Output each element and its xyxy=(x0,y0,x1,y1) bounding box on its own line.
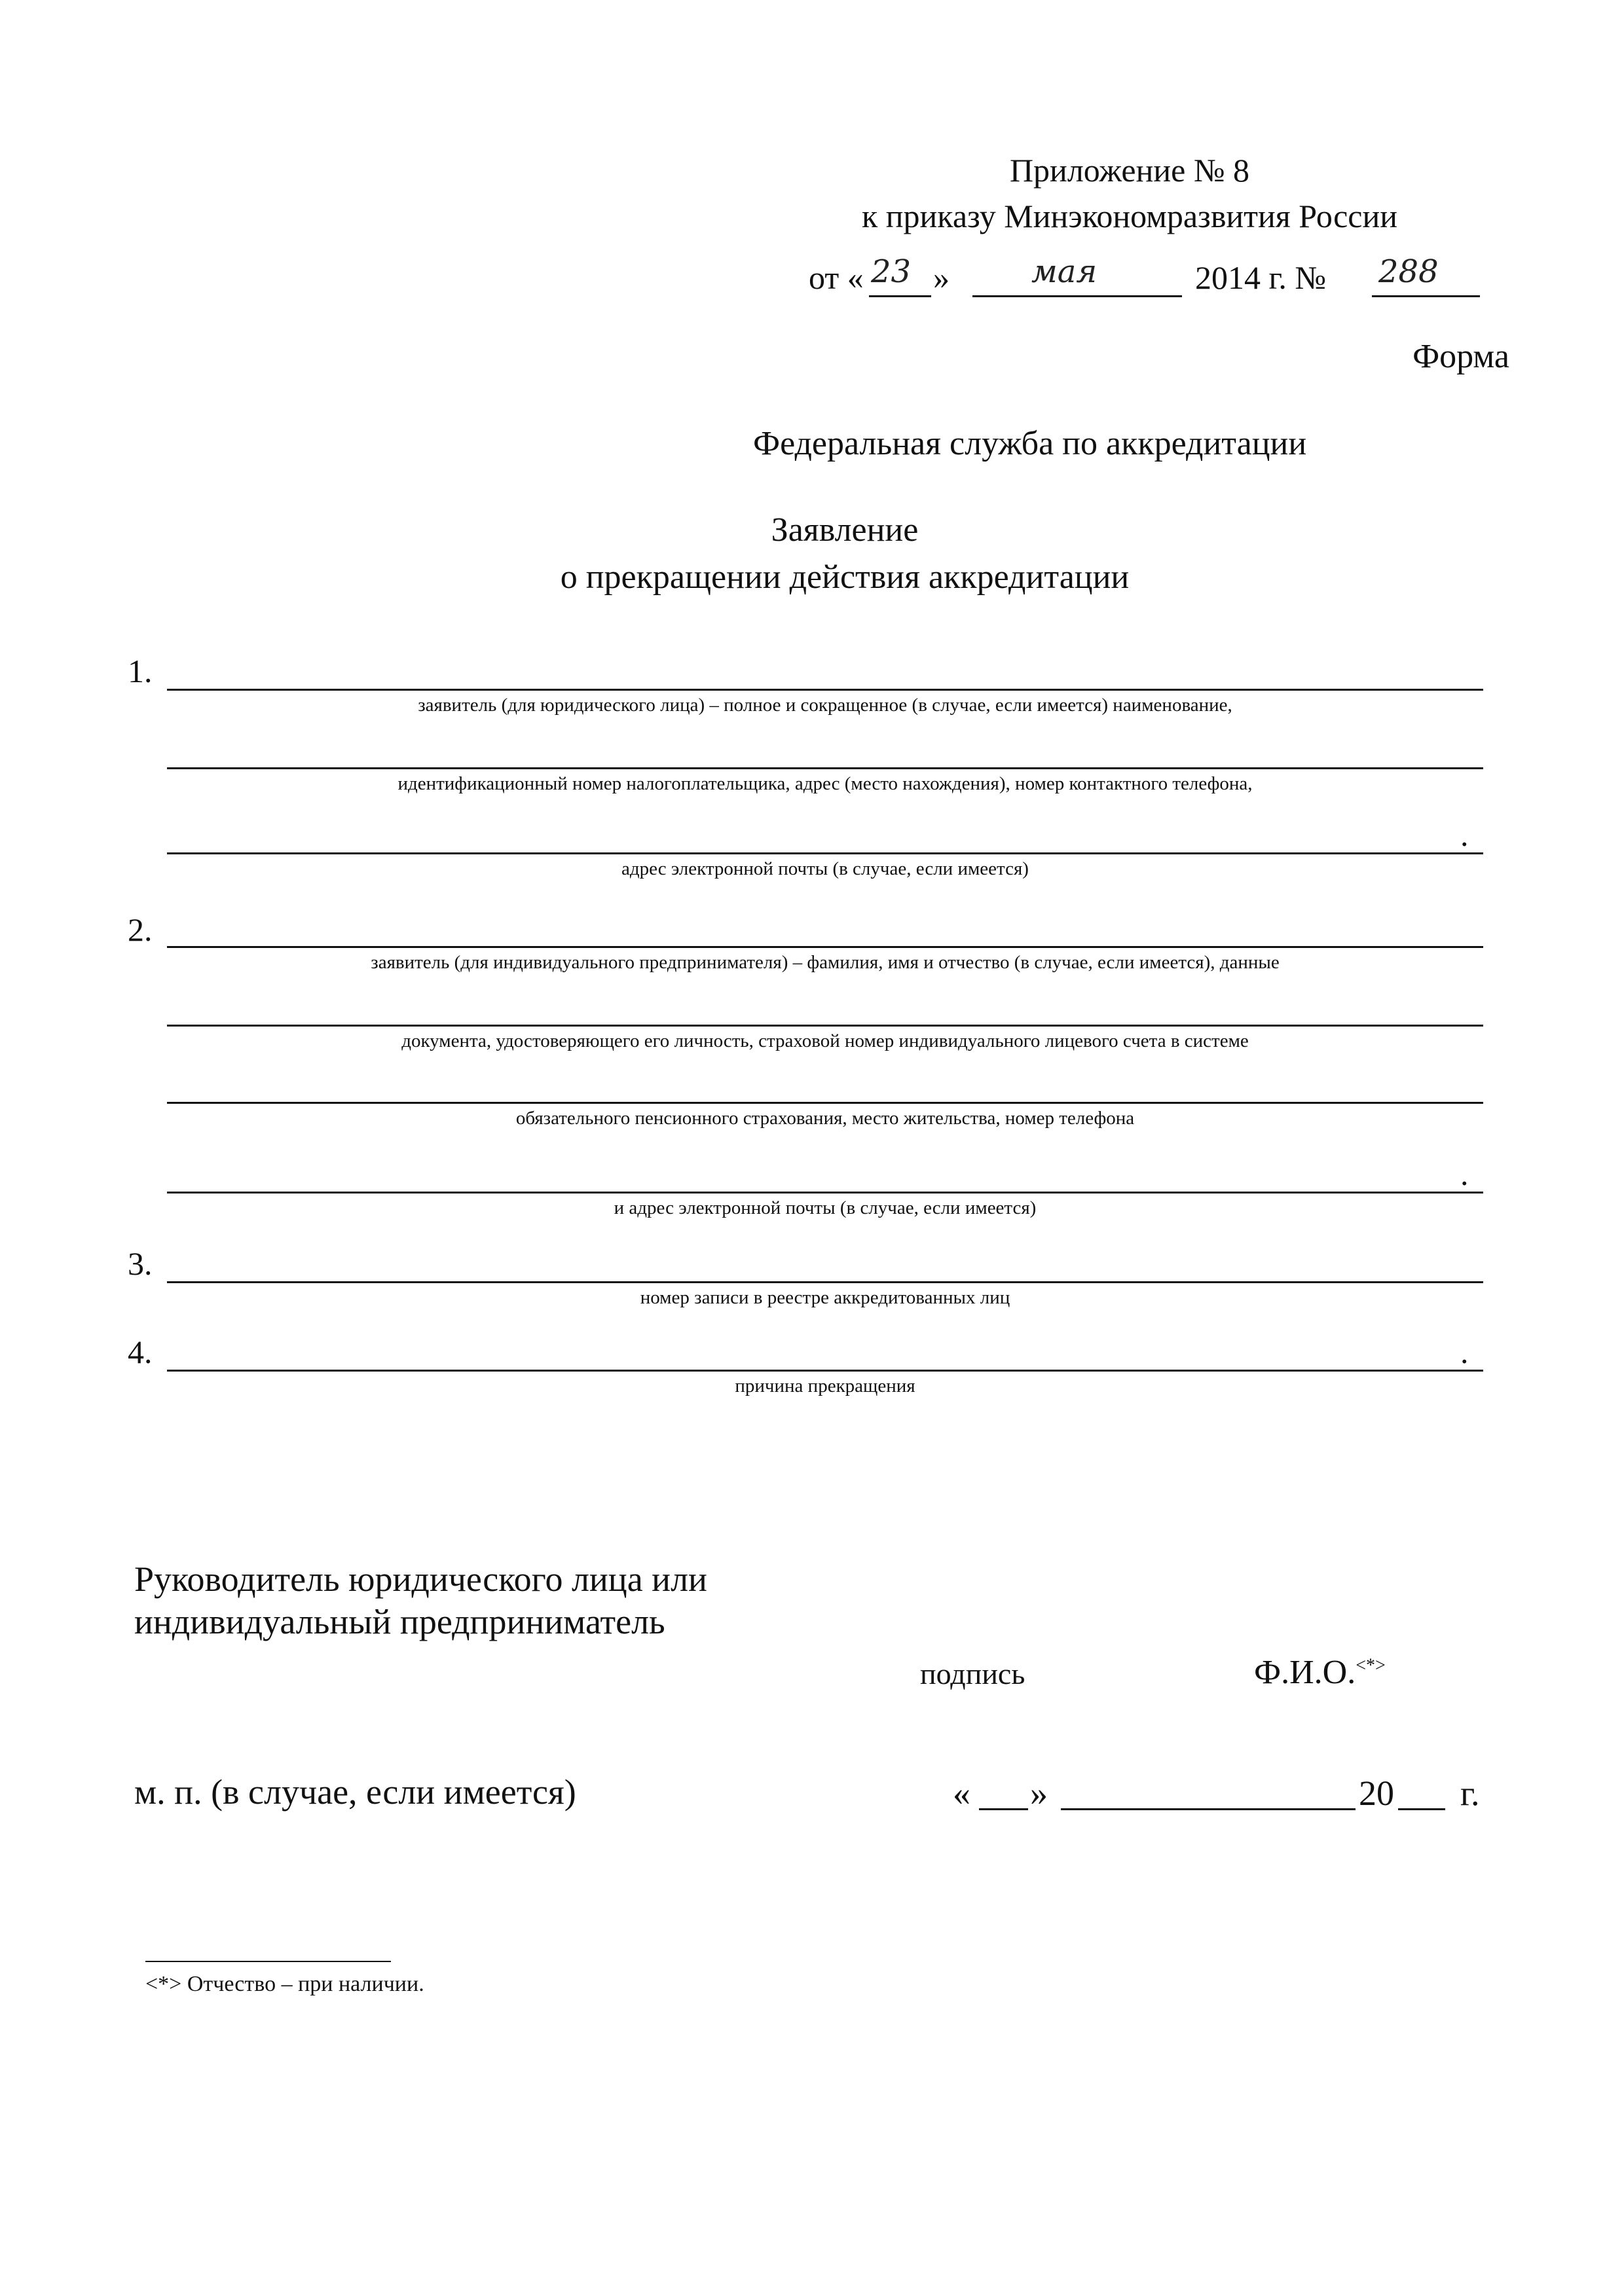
field-caption: документа, удостоверяющего его личность, страховой номер индивидуального лицевого счета в системе xyxy=(401,1030,1249,1051)
input-line[interactable] xyxy=(167,852,1483,854)
signer-title-line1: Руководитель юридического лица или xyxy=(134,1559,707,1599)
input-line[interactable] xyxy=(167,946,1483,948)
input-line[interactable] xyxy=(167,689,1483,691)
order-reference: к приказу Минэкономразвития России xyxy=(862,198,1397,234)
date-day: 23 xyxy=(871,253,912,290)
item-number: 3. xyxy=(128,1245,153,1282)
month-underline xyxy=(972,295,1182,297)
date-close-quote: » xyxy=(1030,1774,1048,1813)
form-label: Форма xyxy=(1412,338,1509,375)
field-caption: причина прекращения xyxy=(735,1376,915,1396)
signing-date xyxy=(953,1773,1490,1819)
field-caption: заявитель (для юридического лица) – полное и сокращенное (в случае, если имеется) наименование, xyxy=(418,695,1232,716)
number-underline xyxy=(1372,295,1480,297)
document-title: Заявление xyxy=(771,511,919,549)
order-date-line xyxy=(809,253,1483,311)
signer-title-line2: индивидуальный предприниматель xyxy=(134,1602,665,1641)
field-caption: номер записи в реестре аккредитованных лиц xyxy=(640,1287,1010,1308)
input-line[interactable] xyxy=(167,1370,1483,1372)
day-underline xyxy=(869,295,931,297)
date-open-quote: « xyxy=(953,1774,970,1813)
field-caption: обязательного пенсионного страхования, место жительства, номер телефона xyxy=(515,1108,1135,1129)
fio-text: Ф.И.О. xyxy=(1254,1654,1356,1691)
line-end-dot: . xyxy=(1460,1156,1469,1192)
footnote-text: <*> Отчество – при наличии. xyxy=(145,1972,424,1996)
input-line[interactable] xyxy=(167,1192,1483,1194)
line-end-dot: . xyxy=(1460,816,1469,853)
document-subtitle: о прекращении действия аккредитации xyxy=(560,558,1130,596)
input-line[interactable] xyxy=(167,767,1483,769)
input-line[interactable] xyxy=(167,1025,1483,1027)
fio-footnote-mark: <*> xyxy=(1356,1655,1386,1676)
order-number: 288 xyxy=(1378,253,1439,290)
year-blank[interactable] xyxy=(1398,1808,1445,1810)
line-end-dot: . xyxy=(1460,1334,1469,1370)
month-blank[interactable] xyxy=(1061,1808,1356,1810)
item-number: 2. xyxy=(128,911,153,948)
signature-label: подпись xyxy=(920,1657,1025,1690)
field-caption: и адрес электронной почты (в случае, если имеется) xyxy=(614,1197,1037,1218)
date-month: мая xyxy=(1031,253,1098,290)
appendix-title: Приложение № 8 xyxy=(1009,152,1250,189)
field-caption: идентификационный номер налогоплательщика, адрес (место нахождения), номер контактного телефона, xyxy=(397,773,1253,794)
date-close-quote: » xyxy=(933,259,950,296)
item-number: 4. xyxy=(128,1334,153,1370)
date-prefix: от « xyxy=(809,259,864,296)
agency-name: Федеральная служба по аккредитации xyxy=(753,425,1307,462)
field-caption: адрес электронной почты (в случае, если имеется) xyxy=(621,858,1029,879)
input-line[interactable] xyxy=(167,1281,1483,1283)
year-suffix: г. xyxy=(1460,1774,1480,1813)
item-number: 1. xyxy=(128,653,153,689)
input-line[interactable] xyxy=(167,1102,1483,1104)
fio-label xyxy=(1254,1653,1386,1692)
century-label: 20 xyxy=(1359,1774,1394,1813)
footnote-separator xyxy=(145,1961,391,1962)
day-blank[interactable] xyxy=(979,1808,1028,1810)
stamp-label: м. п. (в случае, если имеется) xyxy=(134,1772,576,1812)
field-caption: заявитель (для индивидуального предпринимателя) – фамилия, имя и отчество (в случае, если имеется), данные xyxy=(371,952,1280,973)
date-year: 2014 г. № xyxy=(1195,259,1327,296)
